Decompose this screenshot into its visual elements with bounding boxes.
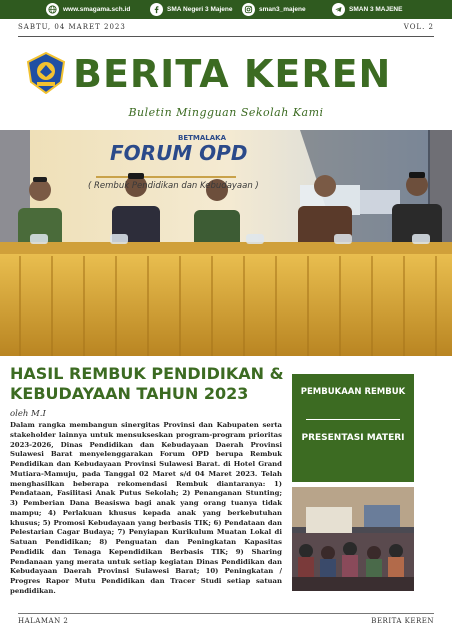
- presentation-illustration: [292, 487, 414, 591]
- social-bar: [0, 0, 452, 19]
- issue-date: SABTU, 04 MARET 2023: [18, 23, 126, 31]
- sidebar-item-pembukaan[interactable]: PEMBUKAAN REMBUK: [300, 387, 406, 397]
- school-logo-icon: [26, 52, 66, 94]
- dateline: [18, 23, 434, 31]
- sidebar-box: [292, 374, 414, 482]
- masthead-tagline: Buletin Mingguan Sekolah Kami: [128, 106, 324, 119]
- website-text: www.smagama.sch.id: [63, 6, 131, 13]
- article-body: Dalam rangka membangun sinergitas Provinsi dan Kabupaten serta stakeholder lainnya untuk mensukseskan program-program prioritas 2023-2026, Dinas Pendidikan dan Kebudayaan Daerah Provinsi Sulawesi Barat menyelenggarakan Forum OPD berupa Rembuk Pendidikan dan Kebudayaan Provinsi Sulawesi Barat. di Hotel Grand Mutiara-Mamuju, pada Tanggal 02 Maret s/d 04 Maret 2023. Telah menghasilkan beberapa rekomendasi Rembuk diantaranya: 1) Pendataan, Fasilitasi Anak Putus Sekolah; 2) Penanganan Stunting; 3) Pemberian Dana Beasiswa bagi anak yang orang tuanya tidak mampu; 4) Perlakuan khusus kepada anak yang berkebutuhan khusus; 5) Promosi Kebudayaan yang berbasis TIK; 6) Pendataan dan Pelestarian Cagar Budaya; 7) Penyiapan Kurikulum Muatan Lokal di Satuan Pendidikan; 8) Penguatan dan Peningkatan Kapasitas Pendidik dan Tenaga Kependidikan Berbasis TIK; 9) Sharing Pendanaan yang merata untuk setiap kegiatan Dinas Pendidikan dan Kebudayaan Daerah Provinsi Sulawesi Barat; 10) Peningkatan / Progres Rapor Mutu Pendidikan dan Tracer Studi setiap satuan pendidikan.: [10, 421, 282, 595]
- instagram-text: sman3_majene: [259, 6, 306, 13]
- article-byline: oleh M.I: [10, 409, 46, 419]
- banner-subtitle-text: ( Rembuk Pendidikan dan Kebudayaan ): [88, 181, 259, 191]
- website-link[interactable]: [46, 3, 150, 16]
- footer: [18, 617, 434, 625]
- page-number: HALAMAN 2: [18, 617, 69, 625]
- forum-opd-photo: [0, 130, 452, 356]
- banner-small-text: BETMALAKA: [178, 134, 226, 142]
- facebook-link[interactable]: [150, 3, 242, 16]
- masthead-title: BERITA KEREN: [73, 52, 392, 96]
- telegram-icon: [332, 3, 345, 16]
- sidebar-divider: [306, 419, 400, 420]
- forum-stage-illustration: [0, 130, 452, 356]
- article-headline: HASIL REMBUK PENDIDIKAN & KEBUDAYAAN TAHUN 2023: [10, 364, 284, 403]
- instagram-link[interactable]: [242, 3, 332, 16]
- facebook-text: SMA Negeri 3 Majene: [167, 6, 233, 13]
- telegram-link[interactable]: [332, 3, 402, 16]
- globe-icon: [46, 3, 59, 16]
- presentation-photo: [292, 487, 414, 591]
- facebook-icon: [150, 3, 163, 16]
- instagram-icon: [242, 3, 255, 16]
- issue-volume: VOL. 2: [403, 23, 434, 31]
- footer-name: BERITA KEREN: [371, 617, 434, 625]
- banner-title-text: FORUM OPD: [110, 141, 248, 165]
- telegram-text: SMAN 3 MAJENE: [349, 6, 403, 13]
- sidebar-item-presentasi[interactable]: PRESENTASI MATERI: [301, 433, 405, 443]
- footer-divider: [18, 613, 434, 614]
- dateline-divider: [18, 36, 434, 37]
